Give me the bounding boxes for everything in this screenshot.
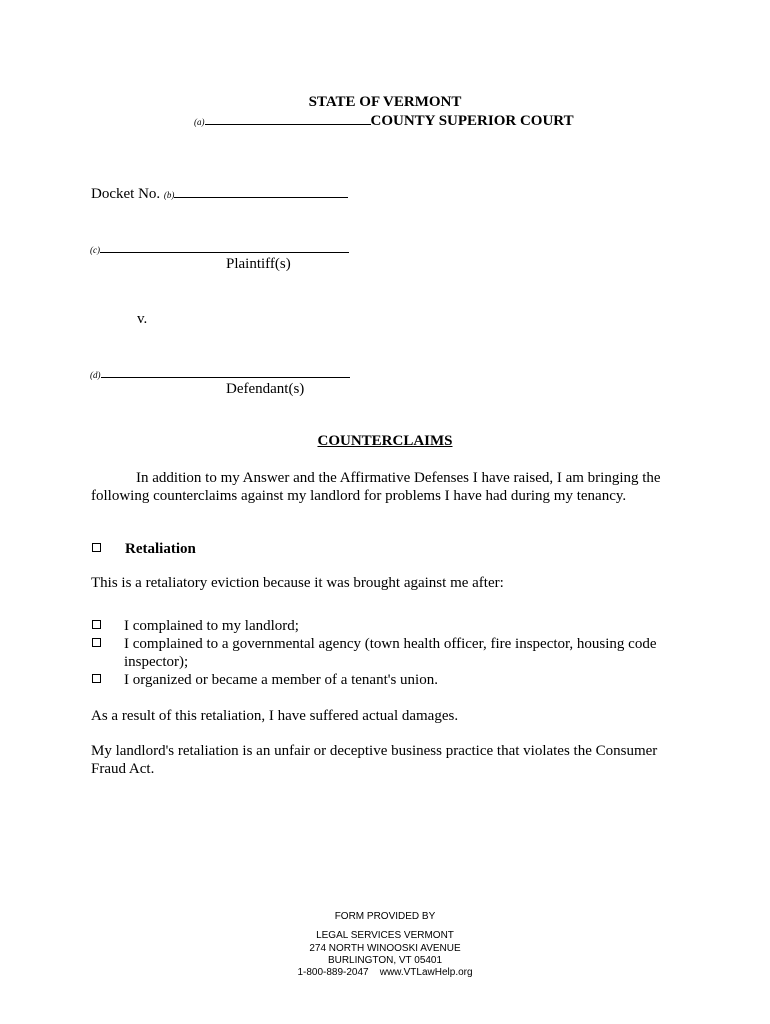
docket-line xyxy=(91,184,348,204)
footer-website-link[interactable]: www.VTLawHelp.org xyxy=(379,967,473,978)
defendant-blank[interactable] xyxy=(101,365,350,378)
footer-contact xyxy=(0,967,770,979)
retaliation-checkbox[interactable] xyxy=(92,543,101,552)
option-text-1: I complained to my landlord; xyxy=(124,618,299,634)
court-name: COUNTY SUPERIOR COURT xyxy=(370,113,574,129)
docket-label: Docket No. xyxy=(91,186,161,202)
footer-provided-by: FORM PROVIDED BY xyxy=(334,911,436,922)
county-marker: (a) xyxy=(194,117,205,127)
intro-paragraph: In addition to my Answer and the Affirmative Defenses I have raised, I am bringing the following counterclaims against my landlord for problems I have had during my tenancy. xyxy=(91,470,661,504)
footer-address: 274 NORTH WINOOSKI AVENUE xyxy=(309,943,461,954)
footer-city: BURLINGTON, VT 05401 xyxy=(327,955,443,966)
docket-blank[interactable] xyxy=(174,184,348,198)
footer-phone: 1-800-889-2047 xyxy=(297,967,369,978)
option-text-2: I complained to a governmental agency (town health officer, fire inspector, housing code inspector); xyxy=(124,636,657,670)
counterclaims-heading: COUNTERCLAIMS xyxy=(317,433,453,449)
option-checkbox-1[interactable] xyxy=(92,620,101,629)
defendant-line xyxy=(90,365,350,383)
plaintiff-label: Plaintiff(s) xyxy=(226,256,291,272)
plaintiff-marker: (c) xyxy=(90,245,100,255)
consumer-fraud-statement: My landlord's retaliation is an unfair or deceptive business practice that violates the Consumer Fraud Act. xyxy=(91,743,658,777)
option-checkbox-2[interactable] xyxy=(92,638,101,647)
defendant-marker: (d) xyxy=(90,370,101,380)
retaliation-label: Retaliation xyxy=(125,541,196,557)
footer-org: LEGAL SERVICES VERMONT xyxy=(316,930,454,941)
state-title: STATE OF VERMONT xyxy=(308,94,462,110)
versus-text: v. xyxy=(137,311,148,327)
option-text-3: I organized or became a member of a tenant's union. xyxy=(124,672,438,688)
damages-statement: As a result of this retaliation, I have suffered actual damages. xyxy=(91,708,459,724)
defendant-label: Defendant(s) xyxy=(226,381,305,397)
plaintiff-line xyxy=(90,240,349,258)
option-checkbox-3[interactable] xyxy=(92,674,101,683)
docket-marker: (b) xyxy=(163,190,175,200)
county-blank[interactable] xyxy=(205,112,371,125)
retaliation-statement: This is a retaliatory eviction because it was brought against me after: xyxy=(91,575,504,591)
plaintiff-blank[interactable] xyxy=(100,240,349,253)
county-court-line xyxy=(194,112,574,130)
